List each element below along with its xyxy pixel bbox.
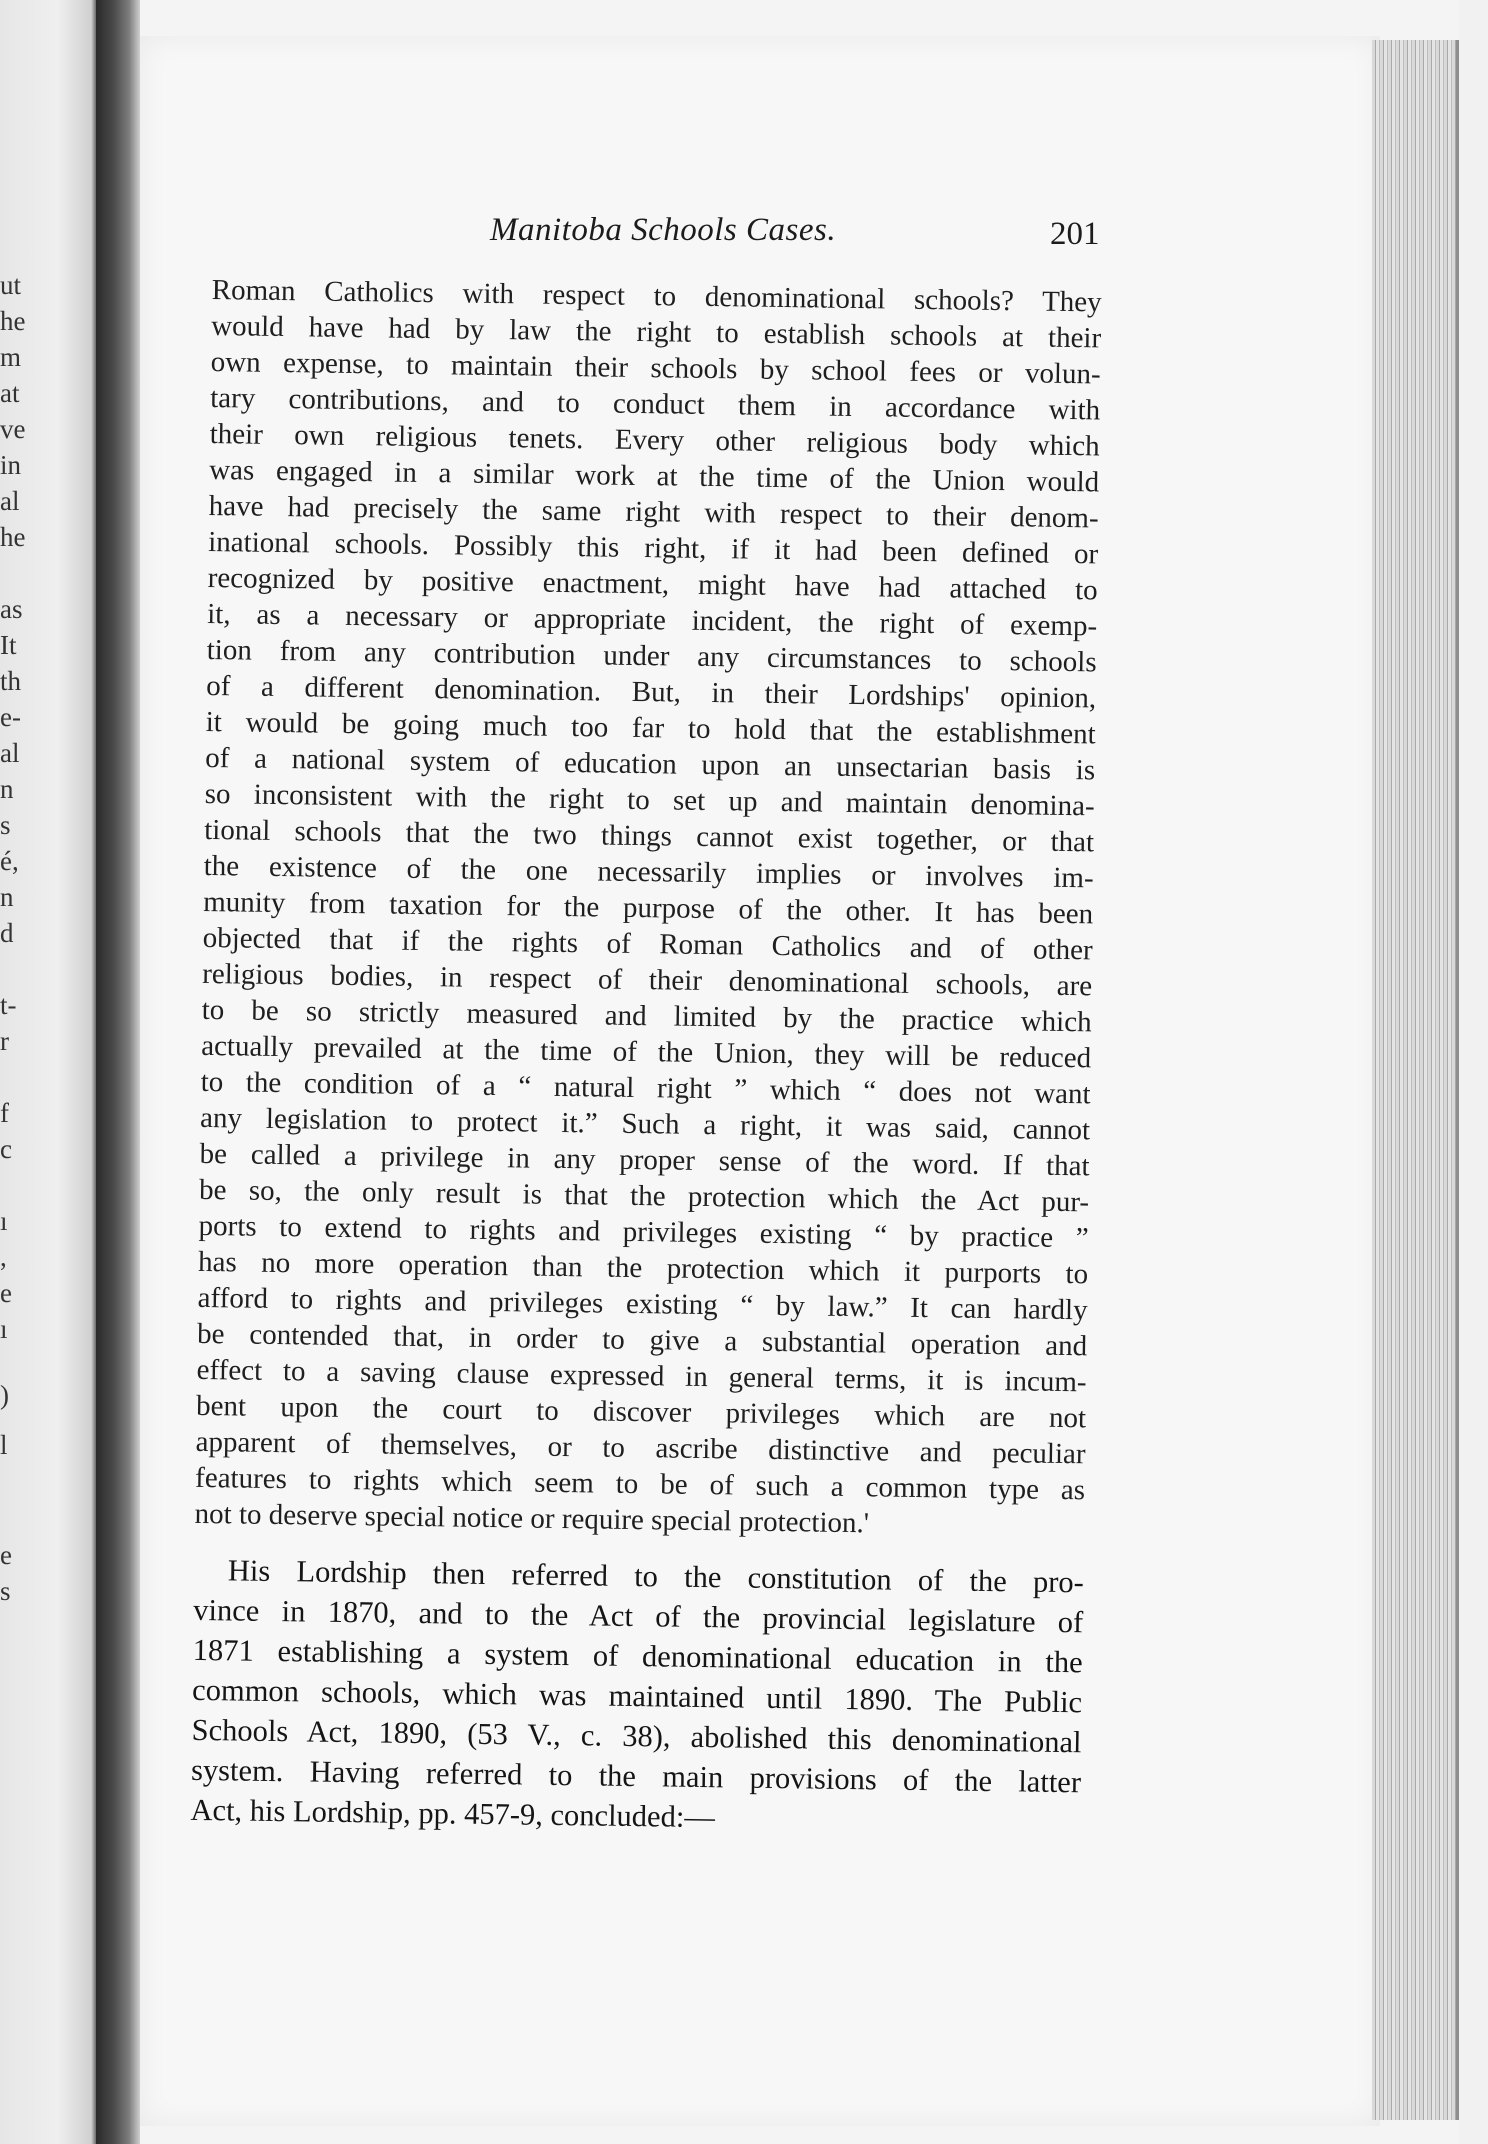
text-line: religious bodies, in respect of their denominational schools, are — [201, 957, 1093, 1003]
text-line: the existence of the one necessarily implies or involves im- — [203, 849, 1094, 895]
scan-background — [1459, 0, 1488, 2144]
facing-fragment: at — [0, 378, 20, 408]
text-line: ports to extend to rights and privileges existing “ by practice ” — [198, 1209, 1089, 1255]
text-line: His Lordship then referred to the constitution of the pro- — [227, 1553, 1085, 1600]
facing-fragment: s — [0, 810, 11, 840]
text-line: tional schools that the two things cannot exist together, or that — [203, 813, 1095, 859]
text-line: common schools, which was maintained until 1890. The Public — [191, 1672, 1083, 1720]
facing-fragment: f — [0, 1098, 9, 1128]
text-line: actually prevailed at the time of the Union, they will be reduced — [200, 1029, 1092, 1075]
facing-fragment: th — [0, 666, 22, 696]
facing-fragment: ı — [0, 1314, 8, 1344]
text-line: it, as a necessary or appropriate incident, the right of exemp- — [207, 597, 1098, 643]
text-line: tion from any contribution under any circumstances to schools — [206, 633, 1097, 679]
facing-fragment: , — [0, 1242, 7, 1272]
text-line: Roman Catholics with respect to denominational schools? They — [211, 273, 1102, 319]
text-line: 1871 establishing a system of denominational education in the — [192, 1632, 1083, 1680]
text-line: any legislation to protect it.” Such a right, it was said, cannot — [199, 1101, 1091, 1147]
text-line: be so, the only result is that the protection which the Act pur- — [198, 1173, 1090, 1219]
text-line: system. Having referred to the main provisions of the latter — [190, 1752, 1082, 1800]
text-line: to the condition of a “ natural right ” which “ does not want — [200, 1065, 1091, 1111]
text-line: have had precisely the same right with respect to their denom- — [208, 489, 1099, 535]
facing-fragment: c — [0, 1134, 12, 1164]
text-line: of a national system of education upon an unsectarian basis is — [204, 741, 1096, 787]
facing-fragment: ut — [0, 270, 22, 300]
facing-fragment: r — [0, 1026, 9, 1056]
facing-fragment: é, — [0, 846, 19, 876]
facing-fragment: d — [0, 918, 14, 948]
page-number: 201 — [1050, 216, 1100, 252]
text-line: tary contributions, and to conduct them in accordance with — [210, 381, 1101, 427]
facing-fragment: al — [0, 738, 20, 768]
facing-fragment: l — [0, 1430, 8, 1460]
text-line: recognized by positive enactment, might have had attached to — [207, 561, 1098, 607]
text-line: was engaged in a similar work at the time of the Union would — [209, 453, 1100, 499]
facing-fragment: al — [0, 486, 20, 516]
facing-fragment: s — [0, 1576, 11, 1606]
text-line: apparent of themselves, or to ascribe distinctive and peculiar — [195, 1425, 1086, 1471]
facing-fragment: n — [0, 774, 14, 804]
text-line: not to deserve special notice or require special protection.' — [194, 1497, 870, 1540]
text-line: Schools Act, 1890, (53 V., c. 38), abolished this denominational — [191, 1712, 1082, 1760]
text-line: to be so strictly measured and limited by the practice which — [201, 993, 1092, 1039]
text-line: it would be going much too far to hold that the establishment — [205, 705, 1096, 751]
facing-fragment: ı — [0, 1206, 8, 1236]
facing-fragment: m — [0, 342, 22, 372]
facing-fragment: as — [0, 594, 23, 624]
facing-fragment: e — [0, 1540, 12, 1570]
text-line: Act, his Lordship, pp. 457-9, concluded:— — [190, 1792, 716, 1835]
facing-fragment: ) — [0, 1380, 9, 1410]
text-line: objected that if the rights of Roman Catholics and of other — [202, 921, 1093, 967]
text-line: munity from taxation for the purpose of the other. It has been — [202, 885, 1094, 931]
text-line: of a different denomination. But, in their Lordships' opinion, — [205, 669, 1097, 715]
text-line: bent upon the court to discover privileges which are not — [195, 1389, 1087, 1435]
facing-fragment: n — [0, 882, 14, 912]
facing-fragment: It — [0, 630, 17, 660]
text-line: afford to rights and privileges existing “ by law.” It can hardly — [197, 1281, 1088, 1327]
text-line: so inconsistent with the right to set up and maintain denomina- — [204, 777, 1095, 823]
facing-fragment: he — [0, 522, 26, 552]
facing-fragment: t- — [0, 990, 17, 1020]
facing-fragment: he — [0, 306, 26, 336]
text-line: has no more operation than the protection which it purports to — [197, 1245, 1089, 1291]
facing-fragment: in — [0, 450, 22, 480]
facing-fragment: ve — [0, 414, 26, 444]
text-line: vince in 1870, and to the Act of the provincial legislature of — [193, 1592, 1084, 1640]
text-line: effect to a saving clause expressed in general terms, it is incum- — [196, 1353, 1087, 1399]
text-line: inational schools. Possibly this right, if it had been defined or — [208, 525, 1099, 571]
book-gutter-shadow — [96, 0, 140, 2144]
facing-fragment: e- — [0, 702, 21, 732]
running-head: Manitoba Schools Cases. — [490, 212, 837, 248]
text-line: own expense, to maintain their schools by school fees or volun- — [210, 345, 1101, 391]
text-line: be contended that, in order to give a substantial operation and — [196, 1317, 1088, 1363]
text-line: their own religious tenets. Every other religious body which — [209, 417, 1100, 463]
text-line: would have had by law the right to establish schools at their — [211, 309, 1102, 355]
text-line: features to rights which seem to be of such a common type as — [194, 1461, 1086, 1507]
facing-fragment: e — [0, 1278, 12, 1308]
facing-page-edge — [0, 0, 96, 2144]
text-line: be called a privilege in any proper sense of the word. If that — [199, 1137, 1090, 1183]
page-edge-stack — [1372, 40, 1459, 2120]
